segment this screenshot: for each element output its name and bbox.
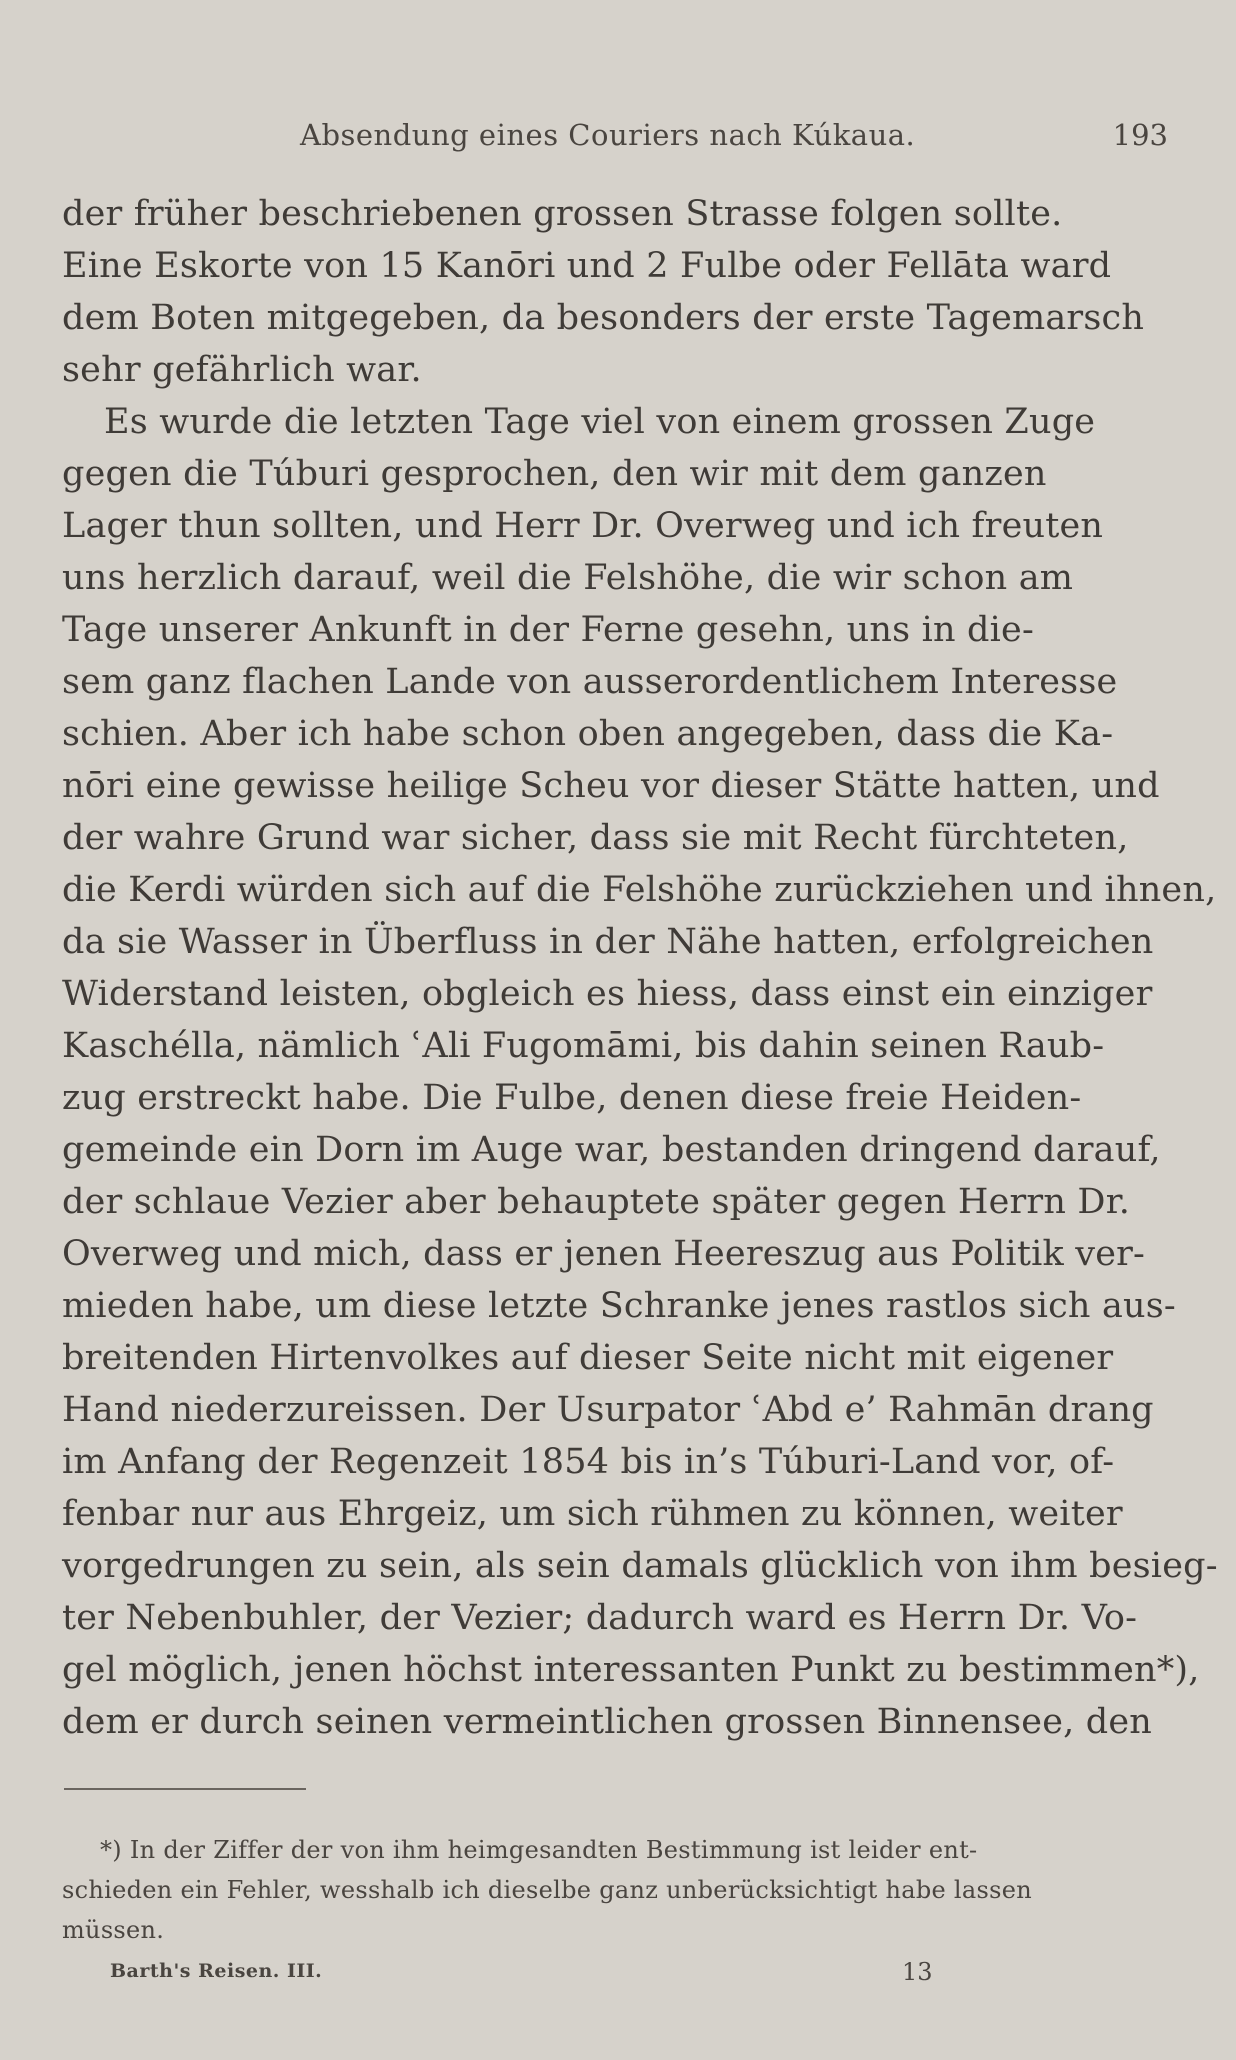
text-line: gegen die Túburi gesprochen, den wir mit dem ganzen	[62, 454, 1047, 494]
footnote-line: *) In der Ziffer der von ihm heimgesandten Bestimmung ist leider ent-	[100, 1836, 978, 1864]
footnote-line: müssen.	[62, 1916, 165, 1944]
text-line: nōri eine gewisse heilige Scheu vor dieser Stätte hatten, und	[62, 766, 1160, 806]
text-line: Overweg und mich, dass er jenen Heereszug aus Politik ver-	[62, 1234, 1146, 1274]
printer-signature: Barth's Reisen. III.	[110, 1960, 323, 1982]
text-line: breitenden Hirtenvolkes auf dieser Seite nicht mit eigener	[62, 1338, 1114, 1378]
text-line: der wahre Grund war sicher, dass sie mit Recht fürchteten,	[62, 818, 1129, 858]
text-line: Hand niederzureissen. Der Usurpator ʿAbd e’ Rahmān drang	[62, 1390, 1154, 1430]
text-line: Eine Eskorte von 15 Kanōri und 2 Fulbe oder Fellāta ward	[62, 246, 1112, 286]
text-line: Es wurde die letzten Tage viel von einem grossen Zuge	[104, 402, 1096, 442]
text-line: der früher beschriebenen grossen Strasse folgen sollte.	[62, 194, 1063, 234]
text-line: dem Boten mitgegeben, da besonders der erste Tagemarsch	[62, 298, 1145, 338]
running-header	[60, 118, 1176, 162]
footnote-rule	[64, 1788, 306, 1790]
text-line: mieden habe, um diese letzte Schranke jenes rastlos sich aus-	[62, 1286, 1176, 1326]
text-line: da sie Wasser in Überfluss in der Nähe hatten, erfolgreichen	[62, 922, 1154, 962]
text-line: uns herzlich darauf, weil die Felshöhe, die wir schon am	[62, 558, 1074, 598]
text-line: schien. Aber ich habe schon oben angegeben, dass die Ka-	[62, 714, 1114, 754]
text-line: sehr gefährlich war.	[62, 350, 422, 390]
text-line: gemeinde ein Dorn im Auge war, bestanden dringend darauf,	[62, 1130, 1161, 1170]
text-line: zug erstreckt habe. Die Fulbe, denen diese freie Heiden-	[62, 1078, 1082, 1118]
text-line: sem ganz flachen Lande von ausserordentlichem Interesse	[62, 662, 1118, 702]
running-title: Absendung eines Couriers nach Kúkaua.	[300, 118, 916, 152]
page-number: 193	[1112, 118, 1168, 152]
main-text	[62, 188, 1218, 1748]
text-line: Lager thun sollten, und Herr Dr. Overweg und ich freuten	[62, 506, 1104, 546]
text-line: fenbar nur aus Ehrgeiz, um sich rühmen zu können, weiter	[62, 1494, 1123, 1534]
text-line: gel möglich, jenen höchst interessanten Punkt zu bestimmen*),	[62, 1650, 1200, 1690]
text-line: vorgedrungen zu sein, als sein damals glücklich von ihm besieg-	[62, 1546, 1218, 1586]
footnote	[62, 1830, 1124, 1950]
text-line: die Kerdi würden sich auf die Felshöhe zurückziehen und ihnen,	[62, 870, 1217, 910]
text-line: Kaschélla, nämlich ʿAli Fugomāmi, bis dahin seinen Raub-	[62, 1026, 1105, 1066]
text-line: der schlaue Vezier aber behauptete später gegen Herrn Dr.	[62, 1182, 1131, 1222]
footnote-line: schieden ein Fehler, wesshalb ich dieselbe ganz unberücksichtigt habe lassen	[62, 1876, 1033, 1904]
text-line: ter Nebenbuhler, der Vezier; dadurch ward es Herrn Dr. Vo-	[62, 1598, 1138, 1638]
sheet-number: 13	[902, 1958, 933, 1986]
text-line: Widerstand leisten, obgleich es hiess, dass einst ein einziger	[62, 974, 1153, 1014]
text-line: Tage unserer Ankunft in der Ferne gesehn, uns in die-	[62, 610, 1034, 650]
text-line: dem er durch seinen vermeintlichen grossen Binnensee, den	[62, 1702, 1153, 1742]
text-line: im Anfang der Regenzeit 1854 bis in’s Túburi-Land vor, of-	[62, 1442, 1115, 1482]
